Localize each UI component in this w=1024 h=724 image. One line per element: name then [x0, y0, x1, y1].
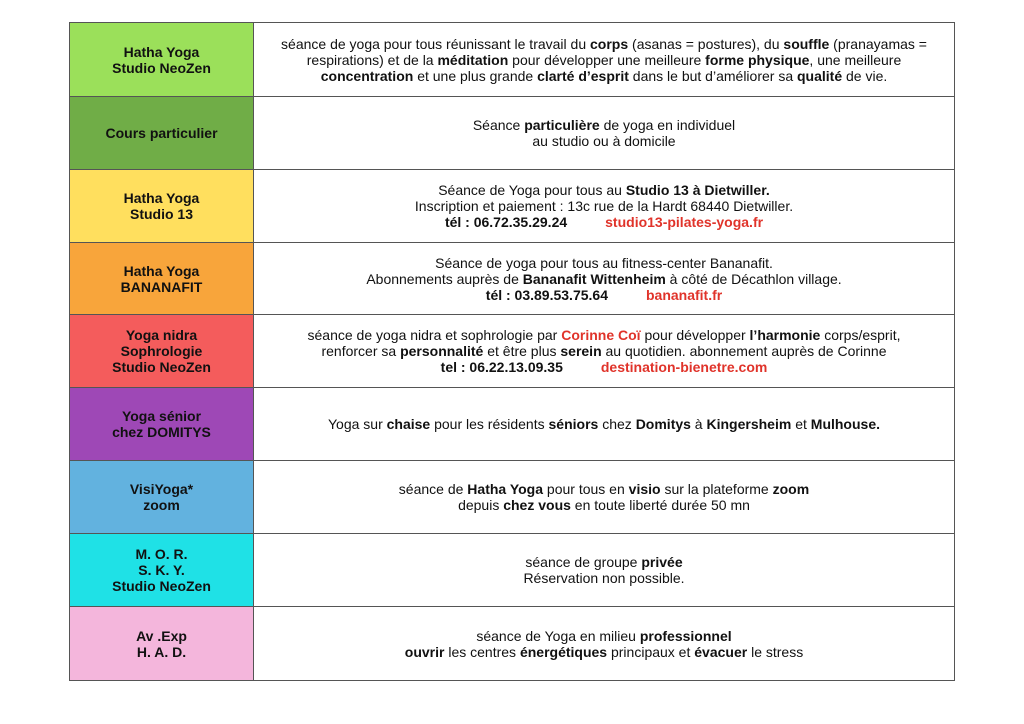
class-name-line: VisiYoga* — [129, 481, 194, 497]
class-name-line: M. O. R. — [135, 546, 188, 562]
emphasis-text: Bananafit Wittenheim — [522, 270, 666, 287]
body-text: Séance — [472, 117, 525, 133]
body-text: principaux et — [607, 643, 695, 660]
description-cell — [254, 607, 955, 681]
description-line — [264, 182, 944, 198]
description-line — [264, 644, 944, 660]
body-text: pour les résidents — [430, 416, 549, 432]
body-text: Séance de Yoga pour tous au — [438, 182, 626, 198]
class-name-line: Cours particulier — [105, 125, 218, 141]
description-cell — [254, 461, 955, 534]
schedule-row — [70, 23, 955, 97]
description-line — [264, 198, 944, 214]
class-name-cell — [70, 461, 254, 534]
description-line — [264, 133, 944, 149]
class-name-line: Studio 13 — [129, 206, 193, 222]
class-name-cell — [70, 23, 254, 97]
body-text: de yoga en individuel — [599, 117, 736, 133]
body-text: séance de Yoga en milieu — [476, 627, 640, 644]
body-text: dans le but d’améliorer sa — [628, 67, 797, 84]
description-line — [264, 570, 944, 586]
description-line — [264, 68, 944, 84]
description-cell — [254, 388, 955, 461]
description-line — [264, 255, 944, 271]
emphasis-text: séniors — [548, 416, 599, 432]
body-text: le stress — [747, 643, 804, 660]
website-link[interactable]: Corinne Coï — [561, 327, 641, 343]
description-line — [264, 327, 944, 343]
emphasis-text: l’harmonie — [749, 327, 821, 343]
body-text: pour développer — [640, 327, 750, 343]
body-text: Inscription et paiement : 13c rue de la Hardt 68440 Dietwiller. — [414, 198, 794, 214]
class-name-line: Yoga nidra — [125, 327, 198, 343]
class-name-line: Studio NeoZen — [112, 578, 211, 594]
class-name-line: Hatha Yoga — [123, 190, 200, 206]
emphasis-text: personnalité — [400, 343, 484, 359]
class-name-cell — [70, 607, 254, 681]
description-line — [264, 36, 944, 52]
body-text: sur la plateforme — [660, 481, 773, 497]
class-name-cell — [70, 388, 254, 461]
emphasis-text: Studio 13 à Dietwiller. — [625, 182, 770, 198]
class-name-line: Yoga sénior — [121, 408, 202, 424]
body-text: Yoga sur — [327, 416, 387, 432]
body-text: (pranayamas = — [829, 35, 927, 52]
description-line — [264, 343, 944, 359]
body-text: de vie. — [842, 67, 888, 84]
emphasis-text: ouvrir — [404, 643, 445, 660]
emphasis-text: professionnel — [639, 627, 732, 644]
body-text: séance de — [398, 481, 468, 497]
body-text: Séance de yoga pour tous au fitness-center Bananafit. — [435, 254, 773, 271]
description-line — [264, 481, 944, 497]
website-link[interactable]: destination-bienetre.com — [600, 359, 768, 375]
schedule-row — [70, 315, 955, 388]
description-cell — [254, 23, 955, 97]
body-text: depuis — [458, 497, 504, 513]
description-cell — [254, 243, 955, 315]
body-text: pour développer une meilleure — [508, 51, 706, 68]
description-line — [264, 52, 944, 68]
emphasis-text: tél : 03.89.53.75.64 — [485, 286, 608, 303]
class-name-cell — [70, 170, 254, 243]
description-line — [264, 359, 944, 375]
class-name-line: H. A. D. — [136, 643, 187, 660]
class-name-line: BANANAFIT — [120, 278, 203, 295]
website-link[interactable]: studio13-pilates-yoga.fr — [605, 214, 764, 230]
body-text: à côté de Décathlon village. — [665, 270, 842, 287]
emphasis-text: chez vous — [503, 497, 571, 513]
body-text: et être plus — [483, 343, 561, 359]
body-text: Réservation non possible. — [523, 570, 685, 586]
description-line — [264, 416, 944, 432]
description-cell — [254, 315, 955, 388]
body-text: au studio ou à domicile — [532, 133, 676, 149]
description-line — [264, 497, 944, 513]
schedule-row — [70, 388, 955, 461]
emphasis-text: tél : 06.72.35.29.24 — [444, 214, 568, 230]
emphasis-text: méditation — [437, 51, 509, 68]
schedule-row — [70, 461, 955, 534]
description-line — [264, 271, 944, 287]
description-line — [264, 628, 944, 644]
body-text: , une meilleure — [809, 51, 902, 68]
body-text: chez — [598, 416, 636, 432]
class-name-line: Studio NeoZen — [112, 359, 211, 375]
body-text: séance de yoga nidra et sophrologie par — [307, 327, 562, 343]
class-name-line: Sophrologie — [120, 343, 203, 359]
class-name-line: Hatha Yoga — [123, 43, 200, 60]
emphasis-text: souffle — [783, 35, 830, 52]
description-line — [264, 554, 944, 570]
body-text: les centres — [444, 643, 520, 660]
body-text: et — [791, 416, 811, 432]
emphasis-text: concentration — [320, 67, 414, 84]
description-line — [264, 214, 944, 230]
schedule-row — [70, 170, 955, 243]
emphasis-text: tel : 06.22.13.09.35 — [440, 359, 563, 375]
class-name-line: chez DOMITYS — [112, 424, 211, 440]
emphasis-text: Mulhouse. — [810, 416, 881, 432]
emphasis-text: particulière — [524, 117, 600, 133]
description-line — [264, 117, 944, 133]
description-cell — [254, 97, 955, 170]
emphasis-text: qualité — [797, 67, 843, 84]
emphasis-text: Kingersheim — [706, 416, 792, 432]
class-name-line: Studio NeoZen — [112, 59, 211, 76]
description-cell — [254, 170, 955, 243]
emphasis-text: Domitys — [635, 416, 691, 432]
description-cell — [254, 534, 955, 607]
class-name-line: zoom — [143, 497, 180, 513]
emphasis-text: évacuer — [694, 643, 748, 660]
emphasis-text: serein — [560, 343, 602, 359]
class-name-cell — [70, 534, 254, 607]
body-text: renforcer sa — [321, 343, 401, 359]
emphasis-text: Hatha Yoga — [467, 481, 544, 497]
body-text: séance de yoga pour tous réunissant le travail du — [281, 35, 591, 52]
body-text: Abonnements auprès de — [366, 270, 523, 287]
body-text: corps/esprit, — [820, 327, 901, 343]
class-name-cell — [70, 97, 254, 170]
body-text: pour tous en — [543, 481, 629, 497]
website-link[interactable]: bananafit.fr — [645, 286, 723, 303]
emphasis-text: chaise — [386, 416, 431, 432]
body-text: (asanas = postures), du — [628, 35, 784, 52]
emphasis-text: clarté d’esprit — [537, 67, 629, 84]
description-line — [264, 287, 944, 303]
schedule-row — [70, 607, 955, 681]
emphasis-text: forme physique — [705, 51, 810, 68]
class-name-line: S. K. Y. — [138, 562, 185, 578]
body-text: respirations) et de la — [306, 51, 438, 68]
schedule-row — [70, 97, 955, 170]
emphasis-text: énergétiques — [519, 643, 608, 660]
body-text: en toute liberté durée 50 mn — [570, 497, 750, 513]
schedule-row — [70, 243, 955, 315]
body-text: et une plus grande — [413, 67, 538, 84]
body-text: au quotidien. abonnement auprès de Corinne — [601, 343, 887, 359]
class-name-cell — [70, 243, 254, 315]
class-name-line: Av .Exp — [136, 627, 187, 644]
class-name-line: Hatha Yoga — [123, 262, 200, 279]
emphasis-text: visio — [628, 481, 661, 497]
emphasis-text: zoom — [772, 481, 810, 497]
body-text: à — [690, 416, 707, 432]
body-text: séance de groupe — [525, 554, 642, 570]
schedule-table — [69, 22, 955, 681]
schedule-row — [70, 534, 955, 607]
schedule-body — [70, 23, 955, 681]
emphasis-text: privée — [641, 554, 683, 570]
class-name-cell — [70, 315, 254, 388]
emphasis-text: corps — [590, 35, 629, 52]
